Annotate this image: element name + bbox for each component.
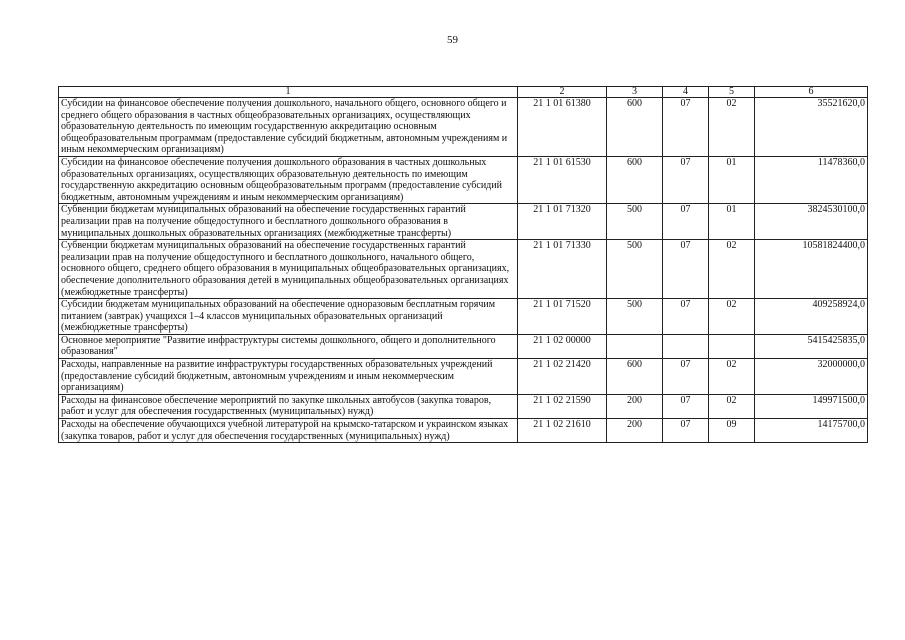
row-col-4: 07 <box>663 419 709 443</box>
table-row <box>59 334 868 358</box>
header-col-2: 2 <box>518 87 607 98</box>
header-col-3: 3 <box>607 87 663 98</box>
row-description: Субвенции бюджетам муниципальных образований на обеспечение государственных гарантий реализации прав на получение общедоступного и бесплатного дошкольного образования в муниципальных дошкольных образовательных организациях (межбюджетные трансферты) <box>59 204 518 240</box>
row-code: 21 1 02 21610 <box>518 419 607 443</box>
row-col-3 <box>607 334 663 358</box>
header-col-4: 4 <box>663 87 709 98</box>
row-code: 21 1 02 21590 <box>518 394 607 418</box>
row-col-4 <box>663 334 709 358</box>
row-col-5: 02 <box>709 240 755 299</box>
row-amount: 14175700,0 <box>755 419 868 443</box>
row-col-5: 02 <box>709 359 755 395</box>
row-col-5: 02 <box>709 299 755 335</box>
row-col-4: 07 <box>663 156 709 203</box>
row-code: 21 1 01 71520 <box>518 299 607 335</box>
table-row <box>59 98 868 157</box>
table-header-row <box>59 87 868 98</box>
row-amount: 35521620,0 <box>755 98 868 157</box>
table-row <box>59 240 868 299</box>
row-col-3: 200 <box>607 419 663 443</box>
row-col-5 <box>709 334 755 358</box>
row-description: Расходы, направленные на развитие инфраструктуры государственных образовательных учреждений (предоставление субсидий бюджетным, автономным учреждениям и иным некоммерческим организациям) <box>59 359 518 395</box>
row-code: 21 1 01 71320 <box>518 204 607 240</box>
header-col-6: 6 <box>755 87 868 98</box>
table-row <box>59 359 868 395</box>
row-col-5: 09 <box>709 419 755 443</box>
row-description: Субсидии на финансовое обеспечение получения дошкольного образования в частных дошкольных образовательных организациях, осуществляющих образовательную деятельность по имеющим государственную аккредитацию основным общеобразовательным программ (предоставление субсидий бюджетным, автономным учреждениям и иным некоммерческим организациям) <box>59 156 518 203</box>
row-description: Субсидии бюджетам муниципальных образований на обеспечение одноразовым бесплатным горячим питанием (завтрак) учащихся 1–4 классов муниципальных образовательных организаций (межбюджетные трансферты) <box>59 299 518 335</box>
row-col-4: 07 <box>663 204 709 240</box>
row-col-3: 500 <box>607 240 663 299</box>
row-amount: 149971500,0 <box>755 394 868 418</box>
row-amount: 10581824400,0 <box>755 240 868 299</box>
row-col-4: 07 <box>663 240 709 299</box>
row-amount: 5415425835,0 <box>755 334 868 358</box>
row-description: Субвенции бюджетам муниципальных образований на обеспечение государственных гарантий реализации прав на получение общедоступного и бесплатного дошкольного, начального общего, основного общего, среднего общего образования в муниципальных общеобразовательных организациях, обеспечение дополнительного образования детей в муниципальных общеобразовательных организациях (межбюджетные трансферты) <box>59 240 518 299</box>
row-description: Субсидии на финансовое обеспечение получения дошкольного, начального общего, основного общего и среднего общего образования в частных общеобразовательных организациях, осуществляющих образовательную деятельность по имеющим государственную аккредитацию основным общеобразовательным программам (предоставление субсидий бюджетным, автономным учреждениям и иным некоммерческим организациям) <box>59 98 518 157</box>
row-col-4: 07 <box>663 98 709 157</box>
row-code: 21 1 01 71330 <box>518 240 607 299</box>
row-col-3: 500 <box>607 299 663 335</box>
row-col-3: 200 <box>607 394 663 418</box>
row-code: 21 1 01 61380 <box>518 98 607 157</box>
row-col-4: 07 <box>663 394 709 418</box>
row-amount: 3824530100,0 <box>755 204 868 240</box>
header-col-5: 5 <box>709 87 755 98</box>
row-col-3: 600 <box>607 156 663 203</box>
row-amount: 409258924,0 <box>755 299 868 335</box>
row-amount: 32000000,0 <box>755 359 868 395</box>
table-row <box>59 299 868 335</box>
row-code: 21 1 02 00000 <box>518 334 607 358</box>
header-col-1: 1 <box>59 87 518 98</box>
row-col-5: 01 <box>709 156 755 203</box>
row-col-5: 02 <box>709 98 755 157</box>
table-row <box>59 204 868 240</box>
page-number: 59 <box>447 34 458 46</box>
row-col-4: 07 <box>663 299 709 335</box>
row-col-5: 02 <box>709 394 755 418</box>
row-amount: 11478360,0 <box>755 156 868 203</box>
budget-table <box>58 86 868 443</box>
row-col-3: 500 <box>607 204 663 240</box>
row-description: Расходы на финансовое обеспечение мероприятий по закупке школьных автобусов (закупка товаров, работ и услуг для обеспечения государственных (муниципальных) нужд) <box>59 394 518 418</box>
row-col-4: 07 <box>663 359 709 395</box>
row-col-3: 600 <box>607 359 663 395</box>
row-code: 21 1 02 21420 <box>518 359 607 395</box>
row-description: Расходы на обеспечение обучающихся учебной литературой на крымско-татарском и украинском языках (закупка товаров, работ и услуг для обеспечения государственных (муниципальных) нужд) <box>59 419 518 443</box>
table-row <box>59 419 868 443</box>
table-row <box>59 394 868 418</box>
row-col-3: 600 <box>607 98 663 157</box>
row-description: Основное мероприятие "Развитие инфраструктуры системы дошкольного, общего и дополнительного образования" <box>59 334 518 358</box>
table-row <box>59 156 868 203</box>
row-col-5: 01 <box>709 204 755 240</box>
row-code: 21 1 01 61530 <box>518 156 607 203</box>
